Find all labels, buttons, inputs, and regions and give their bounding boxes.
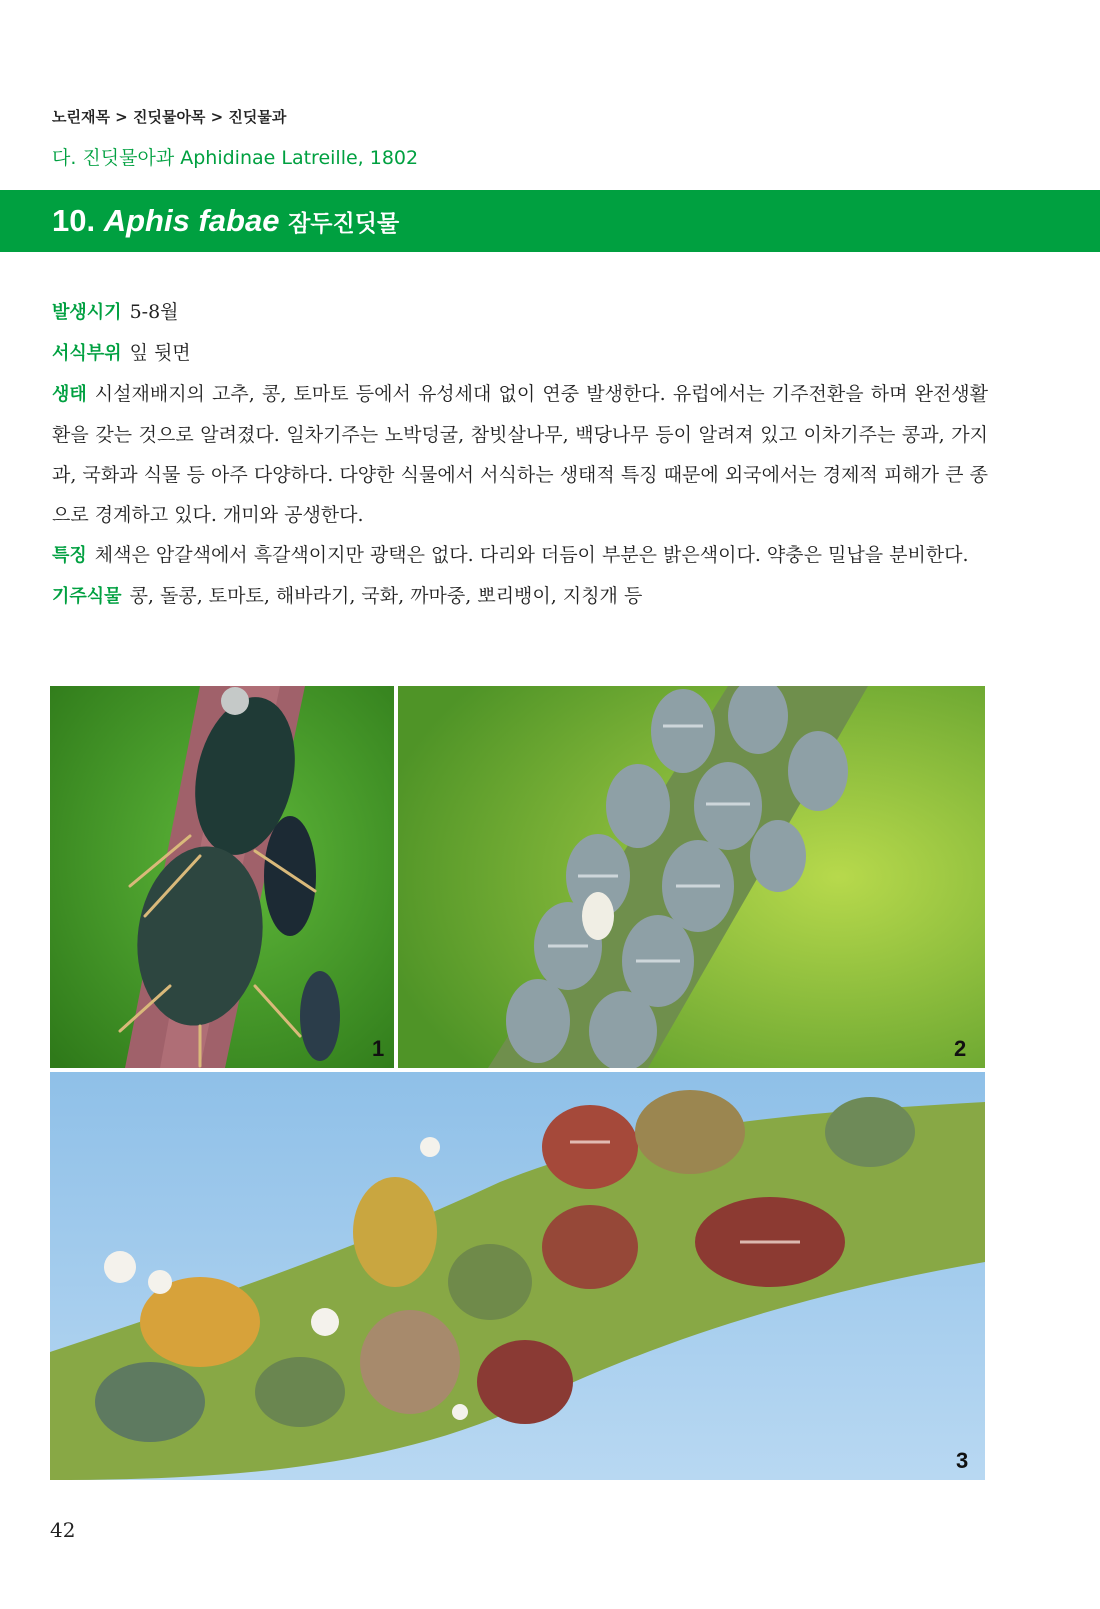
features-row	[52, 535, 988, 576]
species-title	[52, 203, 399, 239]
photo-2-number: 2	[954, 1036, 967, 1061]
features-text: 체색은 암갈색에서 흑갈색이지만 광택은 없다. 다리와 더듬이 부분은 밝은색이다. 약충은 밀납을 분비한다.	[94, 544, 969, 566]
photo-2	[398, 686, 985, 1068]
photo-1	[50, 686, 394, 1068]
mixed-colony-photo-3	[50, 1072, 985, 1480]
features-label: 특징	[52, 545, 87, 566]
aphids-on-stem-photo-1	[50, 686, 394, 1068]
species-description	[52, 292, 988, 617]
scientific-name: Aphis fabae	[103, 203, 280, 238]
hosts-row	[52, 576, 988, 617]
occurrence-row	[52, 292, 988, 333]
habitat-row	[52, 333, 988, 374]
ecology-text: 시설재배지의 고추, 콩, 토마토 등에서 유성세대 없이 연중 발생한다. 유럽에서는 기주전환을 하며 완전생활환을 갖는 것으로 알려졌다. 일차기주는 노박덩굴, 참빗살나무, 백당나무 등이 알려져 있고 이차기주는 콩과, 가지과, 국화과 식물 등 아주 다양하다. 다양한 식물에서 서식하는 생태적 특징 때문에 외국에서는 경제적 피해가 큰 종으로 경계하고 있다. 개미와 공생한다.	[52, 383, 988, 526]
hosts-text: 콩, 돌콩, 토마토, 해바라기, 국화, 까마중, 뽀리뱅이, 지칭개 등	[129, 585, 643, 607]
habitat-label: 서식부위	[52, 343, 122, 364]
hosts-label: 기주식물	[52, 586, 122, 607]
ecology-row	[52, 374, 988, 535]
aphid-colony-photo-2	[398, 686, 985, 1068]
korean-name: 잠두진딧물	[288, 211, 400, 237]
occurrence-text: 5-8월	[129, 301, 179, 323]
page-number: 42	[50, 1518, 76, 1542]
occurrence-label: 발생시기	[52, 302, 122, 323]
subfamily-heading: 다. 진딧물아과 Aphidinae Latreille, 1802	[52, 147, 419, 169]
species-number: 10.	[52, 203, 96, 238]
breadcrumb: 노린재목 > 진딧물아목 > 진딧물과	[52, 108, 287, 126]
ecology-label: 생태	[52, 384, 87, 405]
photo-3-number: 3	[956, 1448, 969, 1473]
habitat-text: 잎 뒷면	[129, 342, 191, 364]
species-title-banner	[0, 190, 1100, 252]
photo-1-number: 1	[372, 1036, 385, 1061]
photo-3	[50, 1072, 985, 1480]
